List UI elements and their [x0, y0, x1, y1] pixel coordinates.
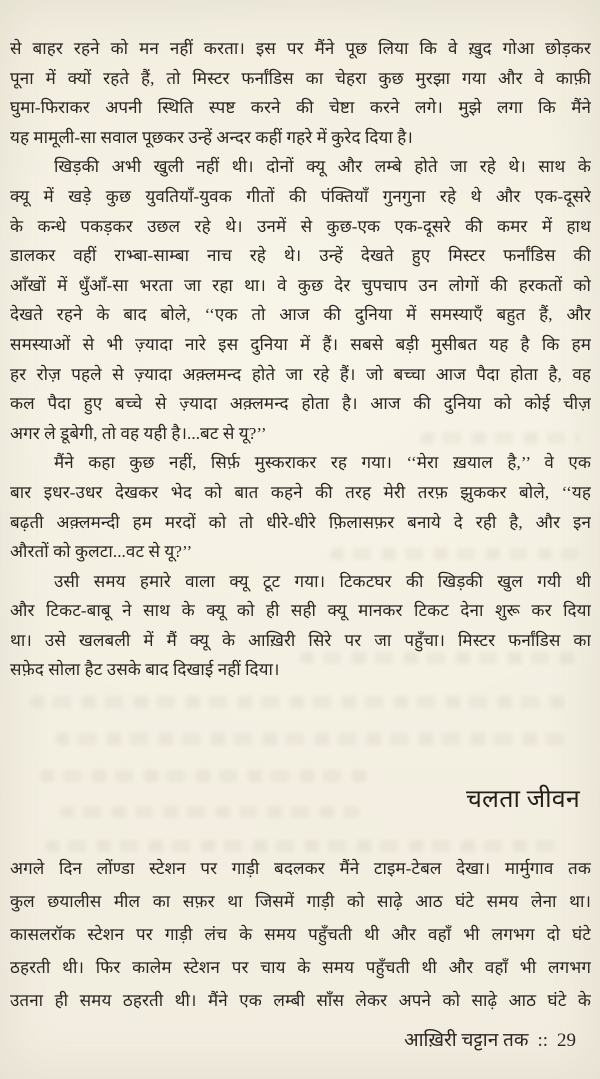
text-line: के कन्धे पकड़कर उछल रहे थे। उनमें से कुछ-एक एक-दूसरे की कमर में हाथ [10, 216, 591, 236]
paragraph [10, 448, 591, 566]
text-line: था। उसे खलबली में मैं क्यू के आख़िरी सिरे पर जा पहुँचा। मिस्टर फर्नांडिस का [10, 630, 591, 650]
text-line: से बाहर रहने को मन नहीं करता। इस पर मैंने पूछ लिया कि वे ख़ुद गोआ छोड़कर [10, 39, 591, 58]
text-line: उतना ही समय ठहरती थी। मैंने एक लम्बी साँस लेकर अपने को साढ़े आठ घंटे के [10, 991, 591, 1010]
text-line: और टिकट-बाबू ने साथ के क्यू को ही सही क्यू मानकर टिकट देना शुरू कर दिया [10, 601, 591, 621]
text-line: घुमा-फिराकर अपनी स्थिति स्पष्ट करने की चेष्टा करने लगे। मुझे लगा कि मैंने [10, 98, 591, 118]
footer-separator: :: [537, 1030, 548, 1051]
footer-page-number: 29 [557, 1030, 576, 1051]
footer-book-title: आख़िरी चट्टान तक [404, 1030, 529, 1051]
text-line: पूना में क्यों रहते हैं, तो मिस्टर फर्नांडिस का चेहरा कुछ मुरझा गया और वे काफ़ी [10, 68, 591, 88]
body-text-lower [10, 852, 591, 1017]
text-line: क्यू में खड़े कुछ युवतियाँ-युवक गीतों की पंक्तियाँ गुनगुना रहे थे और एक-दूसरे [10, 186, 591, 206]
text-line: कल पैदा हुए बच्चे से ज़्यादा अक़्लमन्द होता है। आज की दुनिया को कोई चीज़ [10, 394, 591, 414]
text-line: हर रोज़ पहले से ज़्यादा अक़्लमन्द होते जा रहे हैं। जो बच्चा आज पैदा होता है, वह [10, 364, 591, 384]
text-line: अगले दिन लोंण्डा स्टेशन पर गाड़ी बदलकर मैंने टाइम-टेबल देखा। मार्मुगाव तक [10, 859, 591, 878]
bleed-through-mark [40, 770, 370, 782]
bleed-through-mark [45, 840, 565, 852]
text-line: उसी समय हमारे वाला क्यू टूट गया। टिकटघर की खिड़की खुल गयी थी [54, 571, 591, 591]
text-line: डालकर वहीं राभ्बा-साम्बा नाच रहे थे। उन्हें देखते हुए मिस्टर फर्नांडिस की [10, 246, 591, 266]
text-line: खिड़की अभी खुली नहीं थी। दोनों क्यू और लम्बे होते जा रहे थे। साथ के [54, 157, 591, 177]
text-line: बढ़ती अक़्लमन्दी हम मरदों को तो धीरे-धीरे फ़िलासफ़र बनाये दे रही है, और इन [10, 512, 591, 532]
bleed-through-mark [30, 696, 570, 708]
text-line: कुल छयालीस मील का सफ़र था जिसमें गाड़ी को साढ़े आठ घंटे समय लेना था। [10, 892, 591, 911]
paragraph [10, 34, 591, 152]
paragraph [10, 852, 591, 1017]
paragraph [10, 152, 591, 448]
paragraph [10, 567, 591, 685]
body-text-upper [10, 34, 591, 685]
text-line: देखते रहने के बाद बोले, ‘‘एक तो आज की दुनिया में समस्याएँ बहुत हैं, और [10, 305, 591, 325]
section-heading: चलता जीवन [465, 786, 580, 813]
text-line: सफ़ेद सोला हैट उसके बाद दिखाई नहीं दिया। [10, 660, 280, 680]
text-line: ठहरती थी। फिर कालेम स्टेशन पर चाय के समय पहुँचती थी और वहाँ भी लगभग [10, 958, 591, 977]
text-line: मैंने कहा कुछ नहीं, सिर्फ़ मुस्कराकर रह गया। ‘‘मेरा ख़याल है,’’ वे एक [54, 453, 591, 473]
text-line: औरतों को कुलटा...वट से यू?’’ [10, 542, 193, 562]
page-footer [10, 1026, 576, 1052]
text-line: आँखों में धुँआँ-सा भरता जा रहा था। वे कुछ देर चुपचाप उन लोगों की हरकतों को [10, 275, 591, 295]
text-line: कासलरॉक स्टेशन पर गाड़ी लंच के समय पहुँचती थी और वहाँ भी लगभग दो घंटे [10, 925, 591, 944]
bleed-through-mark [55, 733, 575, 745]
text-line: यह मामूली-सा सवाल पूछकर उन्हें अन्दर कहीं गहरे में कुरेद दिया है। [10, 127, 413, 147]
text-line: समस्याओं से भी ज़्यादा नारे इस दुनिया में हैं। सबसे बड़ी मुसीबत यह है कि हम [10, 334, 591, 354]
text-line: बार इधर-उधर देखकर भेद को बात कहने की तरह मेरी तरफ़ झुककर बोले, ‘‘यह [10, 482, 591, 502]
text-line: अगर ले डूबेगी, तो वह यही है।...बट से यू?’’ [10, 423, 267, 443]
